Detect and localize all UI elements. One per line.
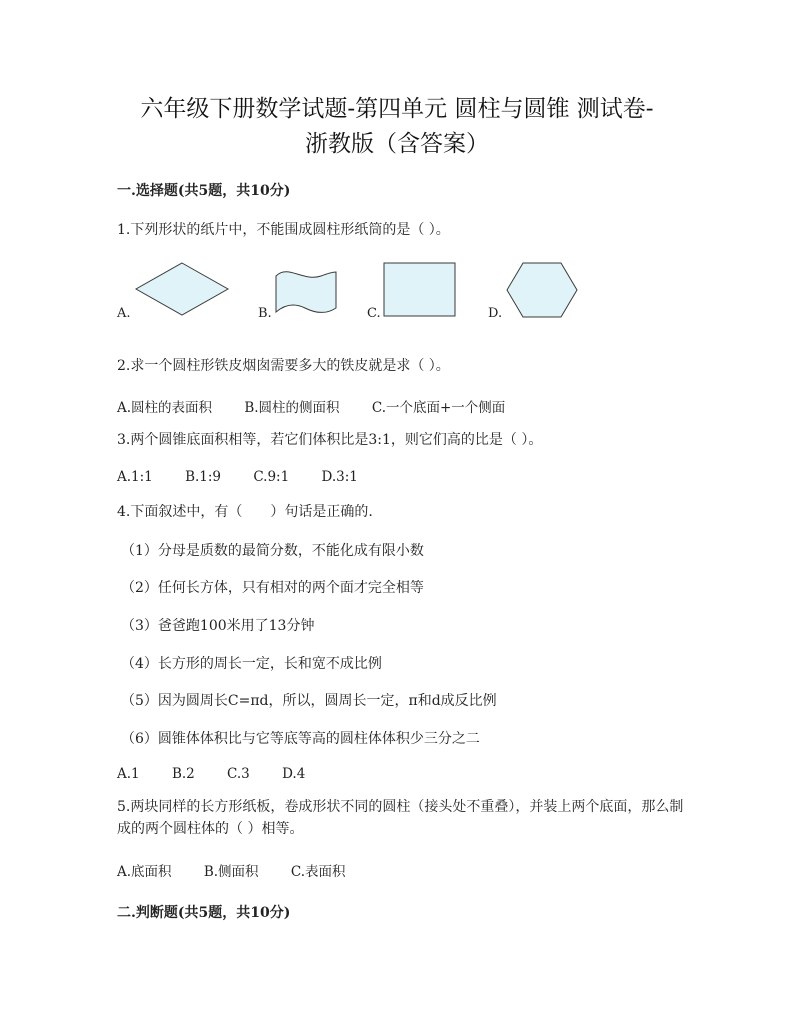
q4-statement-5: （5）因为圆周长C=πd，所以，圆周长一定，π和d成反比例	[121, 693, 497, 709]
rhombus-shape	[134, 261, 230, 317]
section-heading-choice: 一.选择题(共5题，共10分)	[117, 183, 291, 199]
q2-option-c: C.一个底面+一个侧面	[371, 400, 506, 416]
q4-option-a: A.1	[117, 766, 140, 782]
question-3: 3.两个圆锥底面积相等，若它们体积比是3:1，则它们高的比是（ ）。	[117, 432, 543, 448]
question-1: 1.下列形状的纸片中，不能围成圆柱形纸筒的是（ ）。	[117, 222, 450, 238]
q3-option-a: A.1:1	[117, 469, 153, 485]
question-2: 2.求一个圆柱形铁皮烟囱需要多大的铁皮就是求（ ）。	[117, 358, 450, 374]
square-shape	[383, 262, 457, 318]
q4-statement-4: （4）长方形的周长一定，长和宽不成比例	[121, 656, 382, 672]
q4-option-d: D.4	[282, 766, 306, 782]
title-line-1: 六年级下册数学试题-第四单元 圆柱与圆锥 测试卷-	[140, 96, 654, 122]
q4-statement-1: （1）分母是质数的最简分数，不能化成有限小数	[121, 543, 424, 559]
q4-statement-3: （3）爸爸跑100米用了13分钟	[121, 618, 315, 634]
q3-option-b: B.1:9	[185, 469, 222, 485]
q5-option-a: A.底面积	[117, 864, 172, 880]
wavy-sheet-shape	[273, 268, 339, 318]
question-3-options	[117, 469, 386, 485]
question-4-options	[117, 766, 333, 782]
question-5: 5.两块同样的长方形纸板，卷成形状不同的圆柱（接头处不重叠），并装上两个底面，那么制成的两个圆柱体的（ ）相等。	[117, 799, 684, 837]
option-d-label: D.	[488, 306, 503, 321]
q4-statement-2: （2）任何长方体，只有相对的两个面才完全相等	[121, 580, 424, 596]
section-heading-judgement: 二.判断题(共5题，共10分)	[117, 905, 291, 921]
q2-option-a: A.圆柱的表面积	[117, 400, 213, 416]
title-line-2: 浙教版（含答案）	[305, 131, 489, 157]
q4-statement-6: （6）圆锥体体积比与它等底等高的圆柱体体积少三分之二	[121, 731, 480, 747]
option-b-label: B.	[258, 306, 272, 321]
page-title	[0, 92, 794, 162]
q5-option-c: C.表面积	[290, 864, 346, 880]
option-c-label: C.	[367, 306, 381, 321]
q2-option-b: B.圆柱的侧面积	[244, 400, 340, 416]
q4-option-c: C.3	[227, 766, 250, 782]
q3-option-d: D.3:1	[321, 469, 358, 485]
q3-option-c: C.9:1	[253, 469, 290, 485]
q5-option-b: B.侧面积	[203, 864, 259, 880]
hexagon-shape	[505, 261, 579, 319]
q4-option-b: B.2	[171, 766, 195, 782]
question-5-options	[117, 860, 374, 880]
question-4: 4.下面叙述中，有（ ）句话是正确的.	[117, 504, 373, 520]
question-2-options	[117, 396, 533, 416]
option-a-label: A.	[117, 306, 131, 321]
